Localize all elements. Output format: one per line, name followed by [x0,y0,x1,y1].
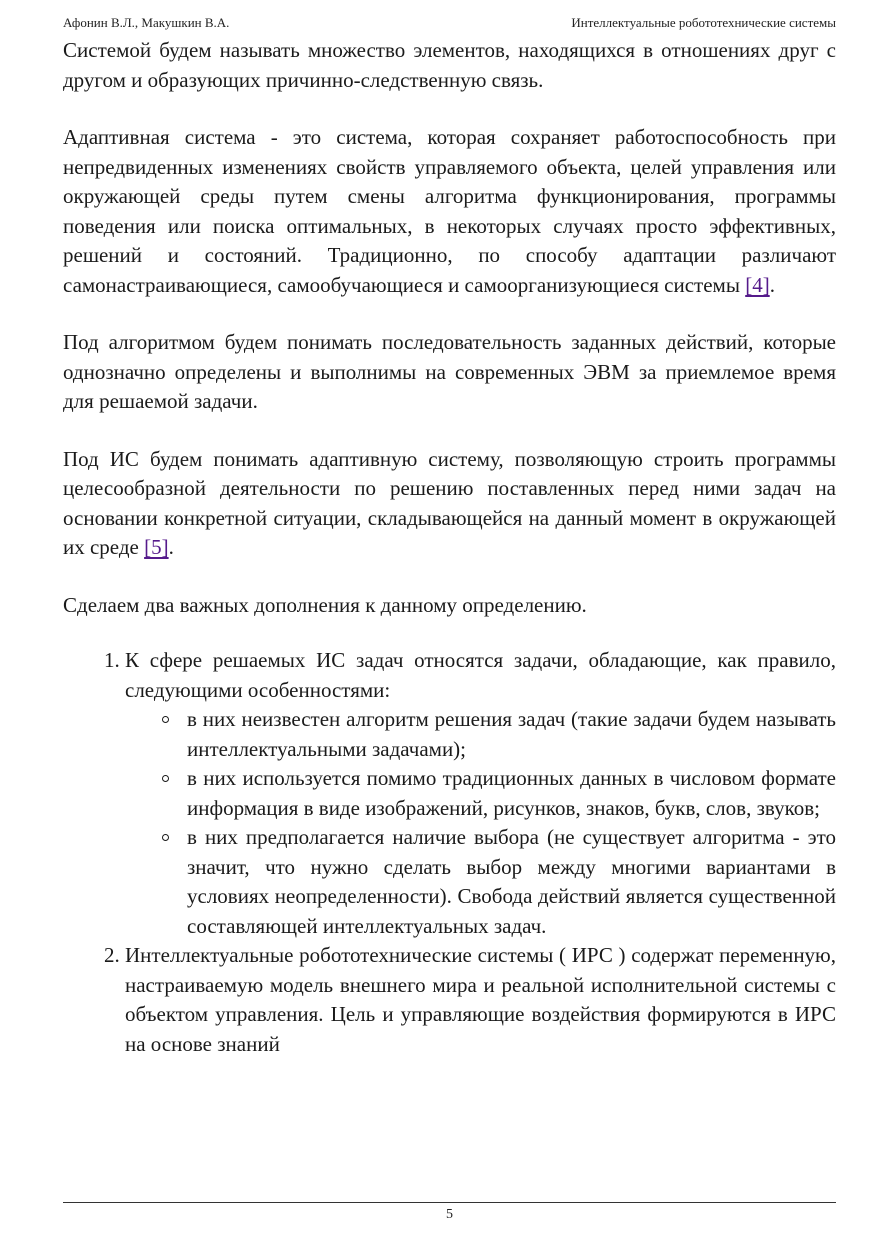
reference-link-5[interactable]: [5] [144,535,169,559]
paragraph-adaptive-system-end: . [769,272,775,297]
page-number: 5 [446,1207,453,1222]
list-item-2-text: Интеллектуальные робототехнические системы ( ИРС ) содержат переменную, настраиваемую модель внешнего мира и реальной исполнительной системы с объектом управления. Цель и управляющие воздействия формируются в ИРС на основе знаний [125,943,836,1056]
document-page [63,14,836,1059]
paragraph-is-definition-end: . [168,535,174,559]
list-item [125,646,836,941]
paragraph-system-definition: Системой будем называть множество элементов, находящихся в отношениях друг с другом и образующих причинно-следственную связь. [63,38,836,92]
bullet-list [125,705,836,941]
bullet-item: в них неизвестен алгоритм решения задач (такие задачи будем называть интеллектуальными задачами); [187,705,836,764]
header-title: Интеллектуальные робототехнические системы [571,15,836,30]
footer-divider [63,1202,836,1203]
bullet-item: в них используется помимо традиционных данных в числовом формате информация в виде изображений, рисунков, знаков, букв, слов, звуков; [187,764,836,823]
numbered-list [63,646,836,1059]
list-item-1-text: К сфере решаемых ИС задач относятся задачи, обладающие, как правило, следующими особенностями: [125,648,836,702]
paragraph-adaptive-system-text: Адаптивная система - это система, которая сохраняет работоспособность при непредвиденных изменениях свойств управляемого объекта, целей управления или окружающей среды путем смены алгоритма функционирования, программы поведения или поиска оптимальных, в некоторых случаях просто эффективных, решений и состояний. Традиционно, по способу адаптации различают самонастраивающиеся, самообучающиеся и самоорганизующиеся системы [63,125,836,297]
running-header [63,14,836,32]
paragraph-is-definition [63,445,836,563]
header-authors: Афонин В.Л., Макушкин В.А. [63,15,230,30]
document-body [63,36,836,1059]
list-item [125,941,836,1059]
bullet-item: в них предполагается наличие выбора (не существует алгоритма - это значит, что нужно сделать выбор между многими вариантами в условиях неопределенности). Свобода действий является существенной составляющей интеллектуальных задач. [187,823,836,941]
paragraph-algorithm-definition: Под алгоритмом будем понимать последовательность заданных действий, которые однозначно определены и выполнимы на современных ЭВМ за приемлемое время для решаемой задачи. [63,330,836,413]
paragraph-adaptive-system [63,123,836,300]
paragraph-two-additions: Сделаем два важных дополнения к данному определению. [63,592,587,617]
reference-link-4[interactable]: [4] [745,272,770,297]
paragraph-is-definition-text: Под ИС будем понимать адаптивную систему, позволяющую строить программы целесообразной деятельности по решению поставленных перед ними задач на основании конкретной ситуации, складывающейся на данный момент в окружающей их среде [63,446,836,559]
